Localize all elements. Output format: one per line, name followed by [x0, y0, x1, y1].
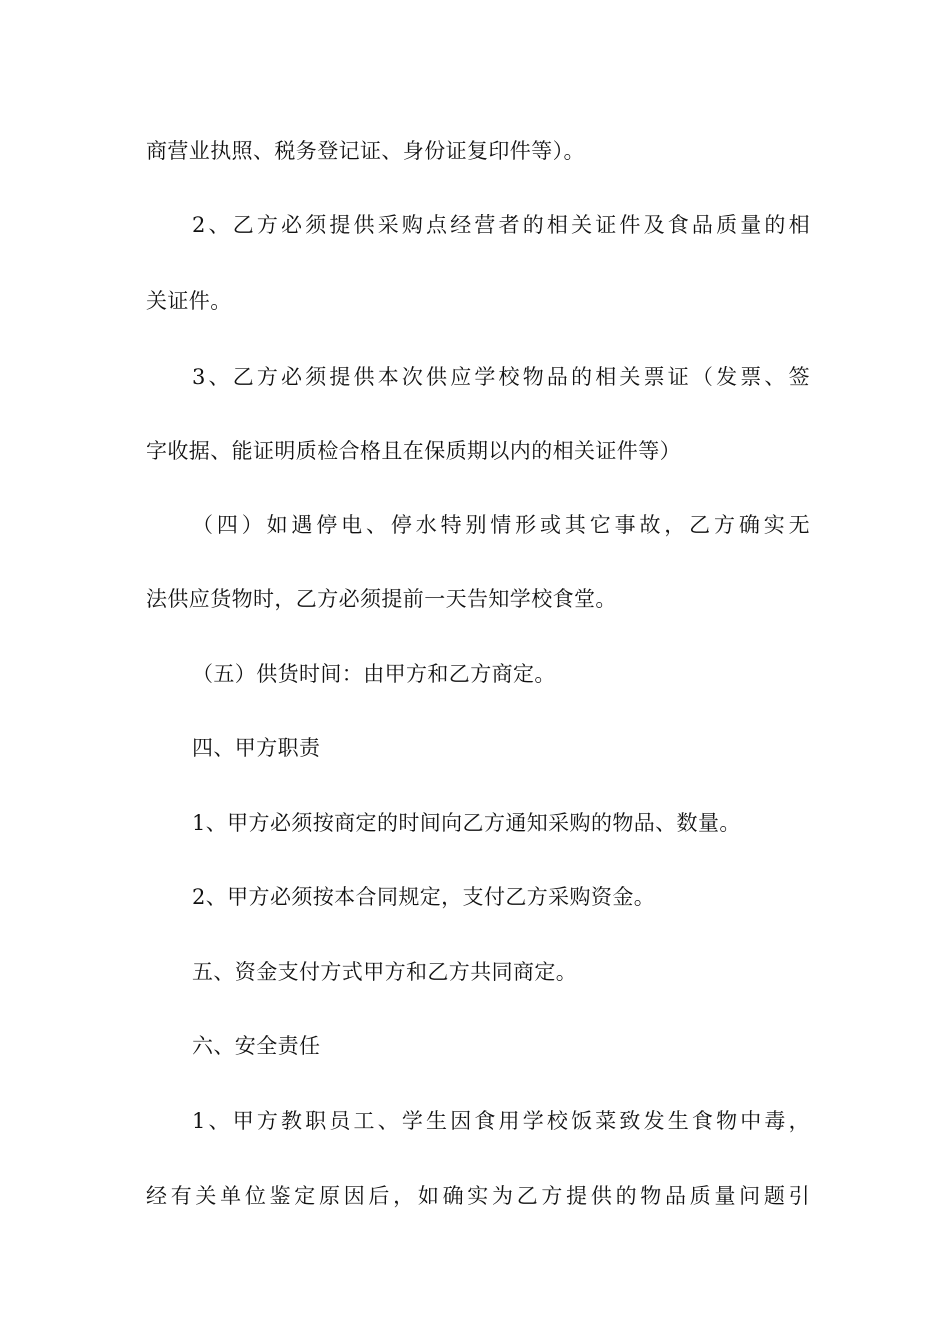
text-line: 经有关单位鉴定原因后，如确实为乙方提供的物品质量问题引: [146, 1184, 810, 1208]
text-line: 关证件。: [146, 289, 232, 313]
section-heading: 五、资金支付方式甲方和乙方共同商定。: [192, 960, 578, 984]
text-line: 1、甲方教职员工、学生因食用学校饭菜致发生食物中毒，: [192, 1109, 810, 1133]
text-line: （四）如遇停电、停水特别情形或其它事故，乙方确实无: [192, 513, 810, 537]
text-line: 字收据、能证明质检合格且在保质期以内的相关证件等）: [146, 439, 681, 463]
text-line: （五）供货时间：由甲方和乙方商定。: [192, 662, 556, 686]
text-line: 商营业执照、税务登记证、身份证复印件等）。: [146, 139, 585, 163]
text-line: 2、乙方必须提供采购点经营者的相关证件及食品质量的相: [192, 213, 810, 237]
text-line: 2、甲方必须按本合同规定，支付乙方采购资金。: [192, 885, 656, 909]
text-line: 3、乙方必须提供本次供应学校物品的相关票证（发票、签: [192, 365, 810, 389]
text-line: 法供应货物时，乙方必须提前一天告知学校食堂。: [146, 587, 617, 611]
section-heading: 四、甲方职责: [192, 736, 321, 760]
text-line: 1、甲方必须按商定的时间向乙方通知采购的物品、数量。: [192, 811, 741, 835]
section-heading: 六、安全责任: [192, 1034, 321, 1058]
